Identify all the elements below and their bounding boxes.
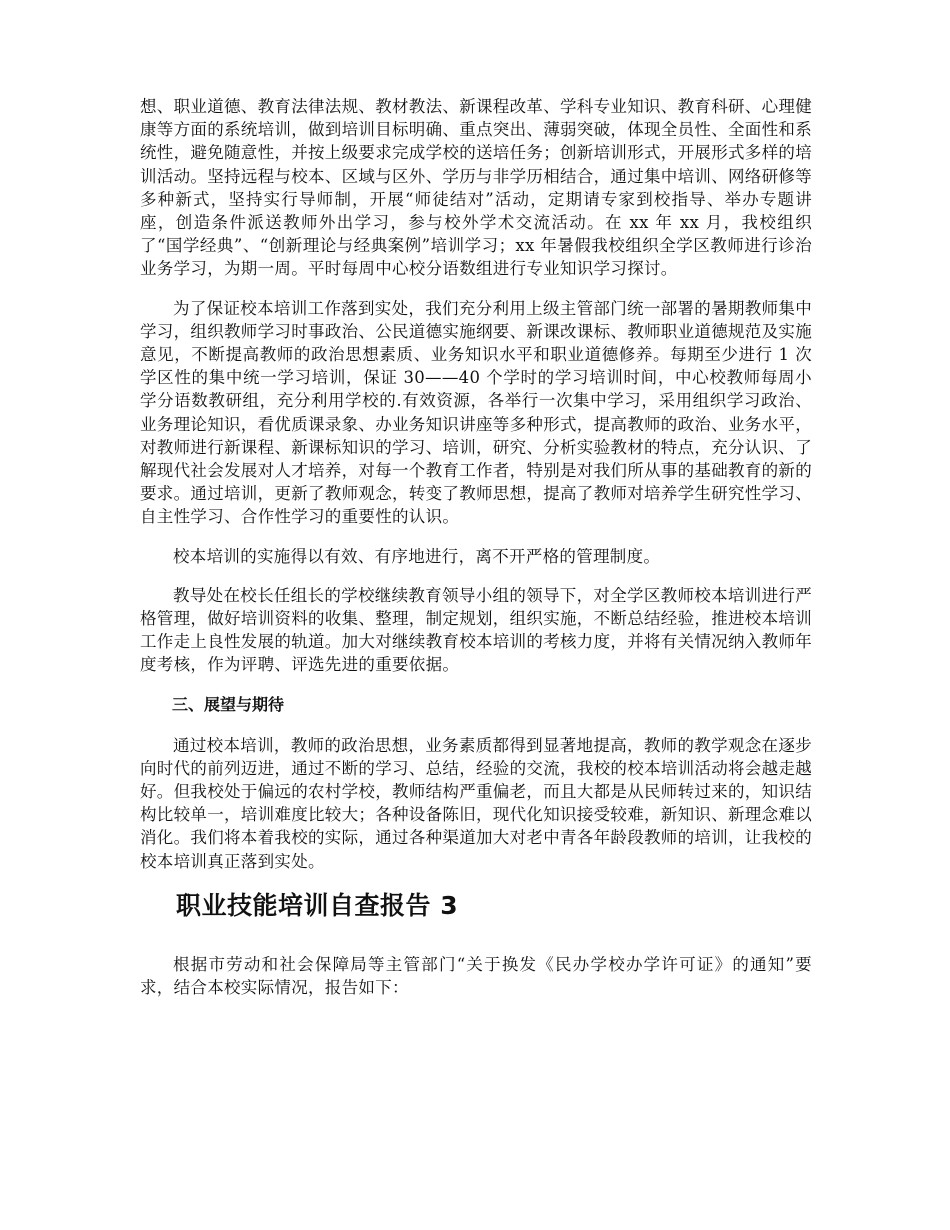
body-paragraph: 教导处在校长任组长的学校继续教育领导小组的领导下，对全学区教师校本培训进行严格管理，做好培训资料的收集、整理，制定规划，组织实施，不断总结经验，推进校本培训工作走上良性发展的轨道。加大对继续教育校本培训的考核力度，并将有关情况纳入教师年度考核，作为评聘、评选先进的重要依据。 [140, 585, 812, 675]
body-paragraph: 通过校本培训，教师的政治思想，业务素质都得到显著地提高，教师的教学观念在逐步向时代的前列迈进，通过不断的学习、总结，经验的交流，我校的校本培训活动将会越走越好。但我校处于偏远的农村学校，教师结构严重偏老，而且大都是从民师转过来的，知识结构比较单一，培训难度比较大；各种设备陈旧，现代化知识接受较难，新知识、新理念难以消化。我们将本着我校的实际，通过各种渠道加大对老中青各年龄段教师的培训，让我校的校本培训真正落到实处。 [140, 735, 812, 871]
body-paragraph: 为了保证校本培训工作落到实处，我们充分利用上级主管部门统一部署的暑期教师集中学习，组织教师学习时事政治、公民道德实施纲要、新课改课标、教师职业道德规范及实施意见，不断提高教师的政治思想素质、业务知识水平和职业道德修养。每期至少进行 1 次学区性的集中统一学习培训，保证 30——40 个学时的学习培训时间，中心校教师每周小学分语数教研组，充分利用学校的.有效资源，各举行一次集中学习，采用组织学习政治、业务理论知识，看优质课录象、办业务知识讲座等多种形式，提高教师的政治、业务水平，对教师进行新课程、新课标知识的学习、培训，研究、分析实验教材的特点，充分认识、了解现代社会发展对人才培养，对每一个教育工作者，特别是对我们所从事的基础教育的新的要求。通过培训，更新了教师观念，转变了教师思想，提高了教师对培养学生研究性学习、自主性学习、合作性学习的重要性的认识。 [140, 298, 812, 527]
report-intro-paragraph: 根据市劳动和社会保障局等主管部门“关于换发《民办学校办学许可证》的通知”要求，结合本校实际情况，报告如下： [140, 954, 812, 998]
body-paragraph: 校本培训的实施得以有效、有序地进行，离不开严格的管理制度。 [173, 546, 661, 566]
document-page [140, 95, 812, 1015]
body-paragraph-continued: 想、职业道德、教育法律法规、教材教法、新课程改革、学科专业知识、教育科研、心理健康等方面的系统培训，做到培训目标明确、重点突出、薄弱突破，体现全员性、全面性和系统性，避免随意性，并按上级要求完成学校的送培任务；创新培训形式，开展形式多样的培训活动。坚持远程与校本、区域与区外、学历与非学历相结合，通过集中培训、网络研修等多种新式，坚持实行导师制，开展“师徒结对”活动，定期请专家到校指导、举办专题讲座，创造条件派送教师外出学习，参与校外学术交流活动。在 xx 年 xx 月，我校组织了“国学经典”、“创新理论与经典案例”培训学习；xx 年暑假我校组织全学区教师进行诊治业务学习，为期一周。平时每周中心校分语数组进行专业知识学习探讨。 [140, 97, 812, 279]
report-title: 职业技能培训自查报告 3 [176, 890, 459, 920]
section-heading: 三、展望与期待 [172, 694, 285, 714]
